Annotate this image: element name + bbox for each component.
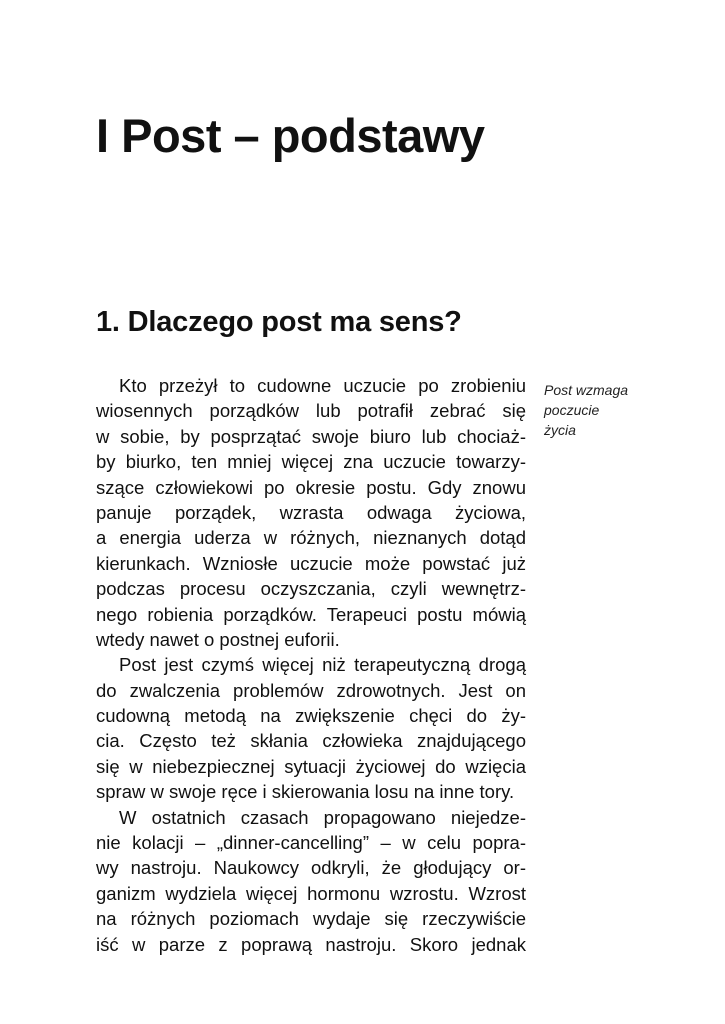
text-line: wy nastroju. Naukowcy odkryli, że głodujący or- <box>96 857 526 879</box>
text-line: szące człowiekowi po okresie postu. Gdy znowu <box>96 476 526 498</box>
text-line: podczas procesu oczyszczania, czyli wewnętrz- <box>96 578 526 600</box>
margin-note-line: Post wzmaga <box>544 382 629 398</box>
text-line: iść w parze z poprawą nastroju. Skoro jednak <box>96 933 526 955</box>
text-line: panuje porządek, wzrasta odwaga życiowa, <box>96 501 526 523</box>
text-line: na różnych poziomach wydaje się rzeczywiście <box>96 908 526 930</box>
text-line: by biurko, ten mniej więcej zna uczucie towarzy- <box>96 451 526 473</box>
text-line: nie kolacji – „dinner-cancelling” – w celu popra- <box>96 832 526 854</box>
text-line: kierunkach. Wzniosłe uczucie może powstać już <box>96 552 526 574</box>
text-line: ganizm wydziela więcej hormonu wzrostu. Wzrost <box>96 882 526 904</box>
text-line: W ostatnich czasach propagowano niejedze- <box>119 806 526 828</box>
text-line: wtedy nawet o postnej euforii. <box>96 628 340 650</box>
text-line: do zwalczenia problemów zdrowotnych. Jest on <box>96 679 526 701</box>
text-line: Kto przeżył to cudowne uczucie po zrobieniu <box>119 375 526 396</box>
paragraph-3 <box>96 805 526 957</box>
margin-note-line: poczucie <box>544 402 600 418</box>
text-line: wiosennych porządków lub potrafił zebrać się <box>96 400 526 422</box>
margin-note <box>544 380 674 440</box>
body-text <box>96 373 526 957</box>
text-line: a energia uderza w różnych, nieznanych dotąd <box>96 527 526 549</box>
text-line: nego robienia porządków. Terapeuci postu mówią <box>96 603 526 625</box>
paragraph-2 <box>96 652 526 804</box>
paragraph-1 <box>96 373 526 652</box>
text-line: Post jest czymś więcej niż terapeutyczną drogą <box>119 654 526 676</box>
text-line: cudowną metodą na zwiększenie chęci do ży- <box>96 705 526 727</box>
section-title: 1. Dlaczego post ma sens? <box>96 306 462 338</box>
text-line: się w niebezpiecznej sytuacji życiowej do wzięcia <box>96 755 526 777</box>
chapter-title: I Post – podstawy <box>96 109 485 162</box>
text-line: cia. Często też skłania człowieka znajdującego <box>96 730 526 752</box>
text-line: w sobie, by posprzątać swoje biuro lub chociaż- <box>96 425 526 447</box>
margin-note-line: życia <box>544 422 576 438</box>
text-line: spraw w swoje ręce i skierowania losu na inne tory. <box>96 781 515 803</box>
